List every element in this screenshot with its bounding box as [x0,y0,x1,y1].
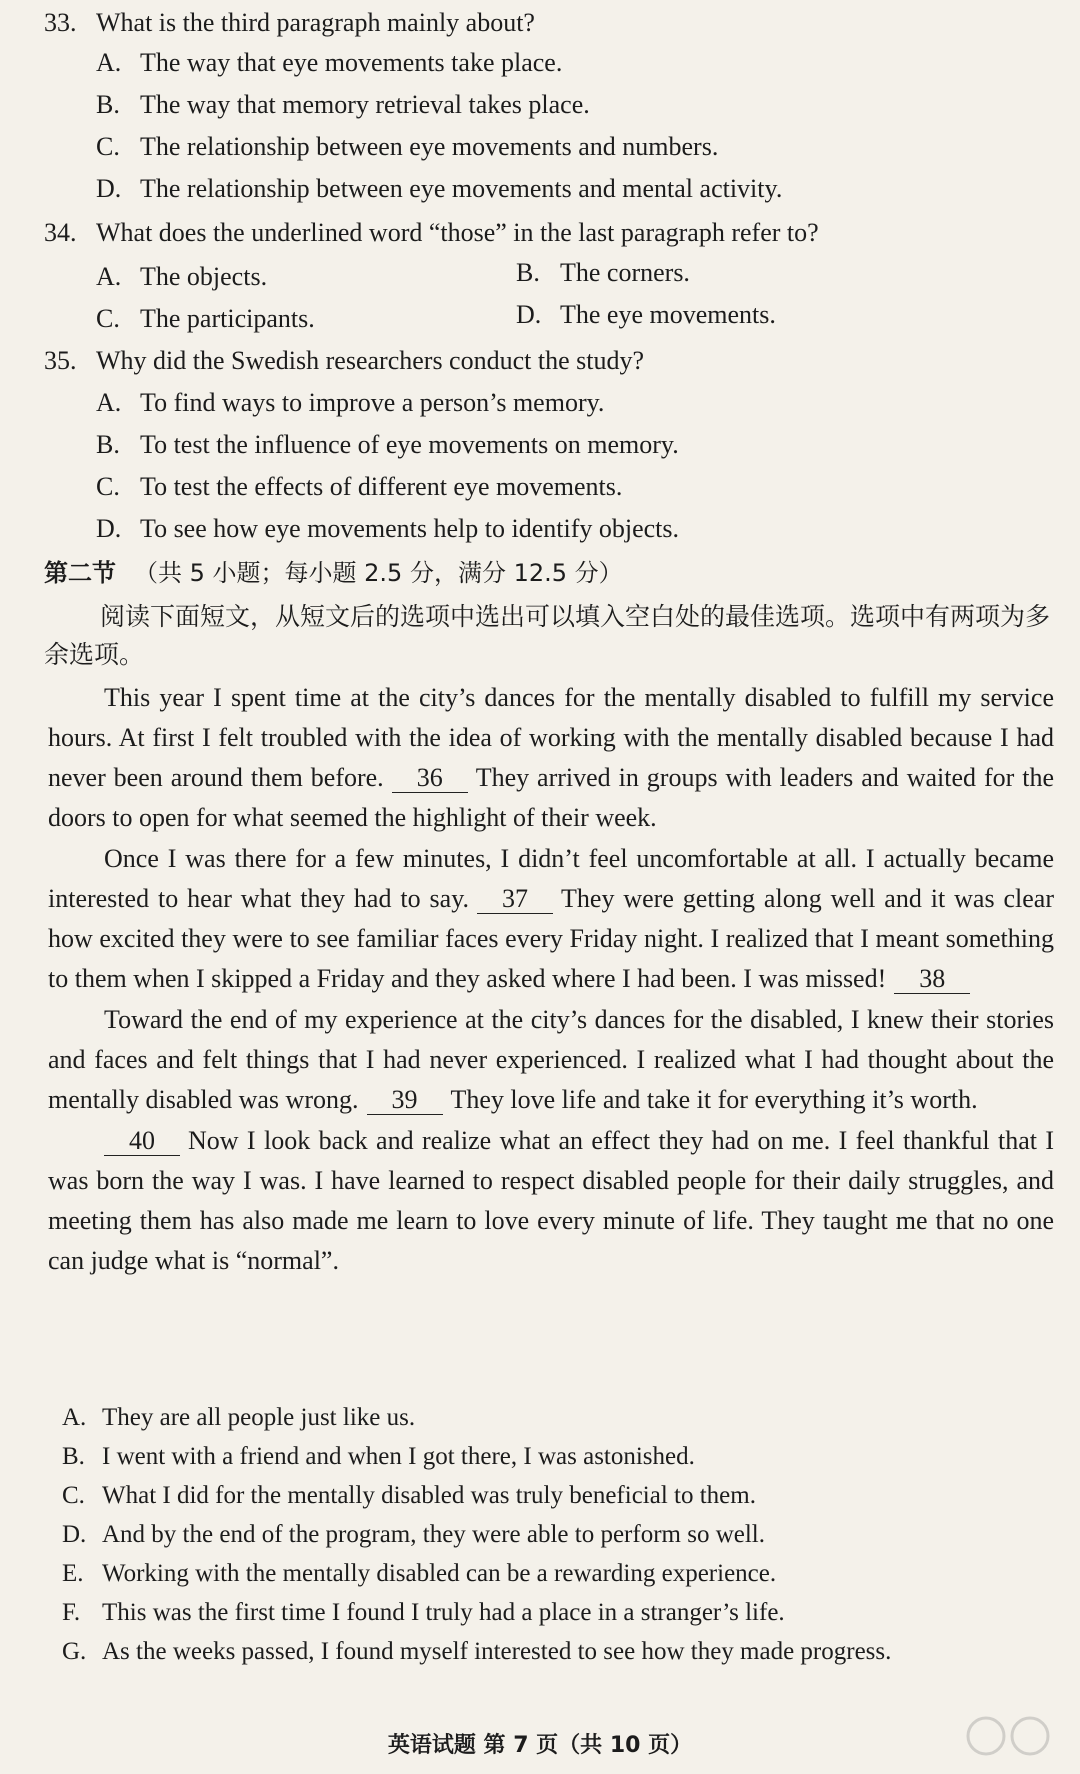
section-instruction: 阅读下面短文，从短文后的选项中选出可以填入空白处的最佳选项。选项中有两项为多余选项。 [44,602,1051,669]
question-33-option-d [96,174,782,204]
question-text: What does the underlined word “those” in the last paragraph refer to? [96,218,819,247]
option-letter: B. [96,430,120,459]
page-footer: 英语试题 第 7 页（共 10 页） [387,1733,693,1758]
question-34-option-b [516,258,690,288]
question-35-option-d [96,514,679,544]
option-text: The relationship between eye movements and numbers. [140,132,719,161]
cloze-passage [48,678,1054,1282]
choice-letter: G. [62,1638,87,1665]
question-33-stem [44,8,535,38]
option-letter: D. [96,174,122,203]
passage-paragraph-3 [48,1000,1054,1120]
blank-38: 38 [894,965,970,994]
option-text: To test the effects of different eye movements. [140,472,623,501]
choice-e [62,1560,776,1588]
question-34-option-d [516,300,776,330]
choice-letter: D. [62,1521,87,1548]
option-letter: A. [96,388,122,417]
option-text: The objects. [140,262,268,291]
option-text: The relationship between eye movements and mental activity. [140,174,783,203]
choice-letter: C. [62,1482,85,1509]
choice-text: This was the first time I found I truly had a place in a stranger’s life. [102,1599,785,1626]
question-35-option-c [96,472,622,502]
choice-text: What I did for the mentally disabled was truly beneficial to them. [102,1482,756,1509]
passage-text: Once I was there for a few minutes, I didn’t feel uncomfortable at all. I actually became interested to hear what they had to say. [48,844,1054,913]
option-letter: C. [96,472,120,501]
passage-paragraph-1 [48,678,1054,838]
section-title: 第二节 [44,559,116,587]
question-33-option-b [96,90,590,120]
option-text: The way that memory retrieval takes place. [140,90,590,119]
passage-paragraph-2 [48,839,1054,999]
question-35-option-b [96,430,679,460]
option-text: To test the influence of eye movements on memory. [140,430,679,459]
blank-39: 39 [367,1086,443,1115]
question-34-option-c [96,304,315,334]
passage-text: They love life and take it for everything it’s worth. [450,1085,978,1114]
question-number: 34. [44,218,77,247]
watermark-logo-icon [962,1712,1058,1760]
option-text: To see how eye movements help to identify objects. [140,514,679,543]
question-number: 33. [44,8,77,37]
option-letter: A. [96,48,122,77]
option-text: The corners. [560,258,690,287]
choice-b [62,1443,695,1471]
option-text: To find ways to improve a person’s memory. [140,388,605,417]
option-letter: D. [96,514,122,543]
passage-text: They arrived in groups with leaders and waited for the doors to open for what seemed the highlight of their week. [48,763,1054,832]
choice-letter: A. [62,1404,87,1431]
question-text: Why did the Swedish researchers conduct the study? [96,346,645,375]
passage-text: They were getting along well and it was clear how excited they were to see familiar faces every Friday night. I realized that I meant something to them when I skipped a Friday and they asked where I had been. I was missed! [48,884,1054,993]
choice-text: I went with a friend and when I got there, I was astonished. [102,1443,695,1470]
passage-text: Now I look back and realize what an effect they had on me. I feel thankful that I was born the way I was. I have learned to respect disabled people for their daily struggles, and meeting them has also made me learn to love every minute of life. They taught me that no one can judge what is “normal”. [48,1126,1054,1275]
choice-text: And by the end of the program, they were able to perform so well. [102,1521,765,1548]
choice-d [62,1521,765,1549]
section-note: （共 5 小题；每小题 2.5 分，满分 12.5 分） [134,559,623,587]
choice-f [62,1599,785,1627]
choice-a [62,1404,415,1432]
option-letter: C. [96,132,120,161]
option-letter: C. [96,304,120,333]
option-letter: B. [96,90,120,119]
passage-text: This year I spent time at the city’s dances for the mentally disabled to fulfill my service hours. At first I felt troubled with the idea of working with the mentally disabled because I had never been around them before. [48,683,1054,792]
option-letter: B. [516,258,540,287]
choice-g [62,1638,891,1666]
option-letter: A. [96,262,122,291]
choice-text: They are all people just like us. [102,1404,416,1431]
choice-letter: F. [62,1599,81,1626]
question-34-option-a [96,262,267,292]
blank-37: 37 [477,885,553,914]
question-33-option-c [96,132,718,162]
choice-text: As the weeks passed, I found myself interested to see how they made progress. [102,1638,892,1665]
question-34-stem [44,218,819,248]
choice-text: Working with the mentally disabled can be a rewarding experience. [102,1560,777,1587]
question-text: What is the third paragraph mainly about? [96,8,535,37]
option-text: The way that eye movements take place. [140,48,563,77]
question-35-stem [44,346,644,376]
question-number: 35. [44,346,77,375]
passage-text: Toward the end of my experience at the city’s dances for the disabled, I knew their stories and faces and felt things that I had never experienced. I realized what I had thought about the mentally disabled was wrong. [48,1005,1054,1114]
question-35-option-a [96,388,604,418]
choice-letter: E. [62,1560,84,1587]
option-text: The eye movements. [560,300,776,329]
section-heading [44,553,623,588]
choice-c [62,1482,756,1510]
choice-letter: B. [62,1443,85,1470]
blank-36: 36 [392,764,468,793]
passage-paragraph-4 [48,1121,1054,1281]
question-33-option-a [96,48,562,78]
option-letter: D. [516,300,542,329]
option-text: The participants. [140,304,315,333]
blank-40: 40 [104,1127,180,1156]
